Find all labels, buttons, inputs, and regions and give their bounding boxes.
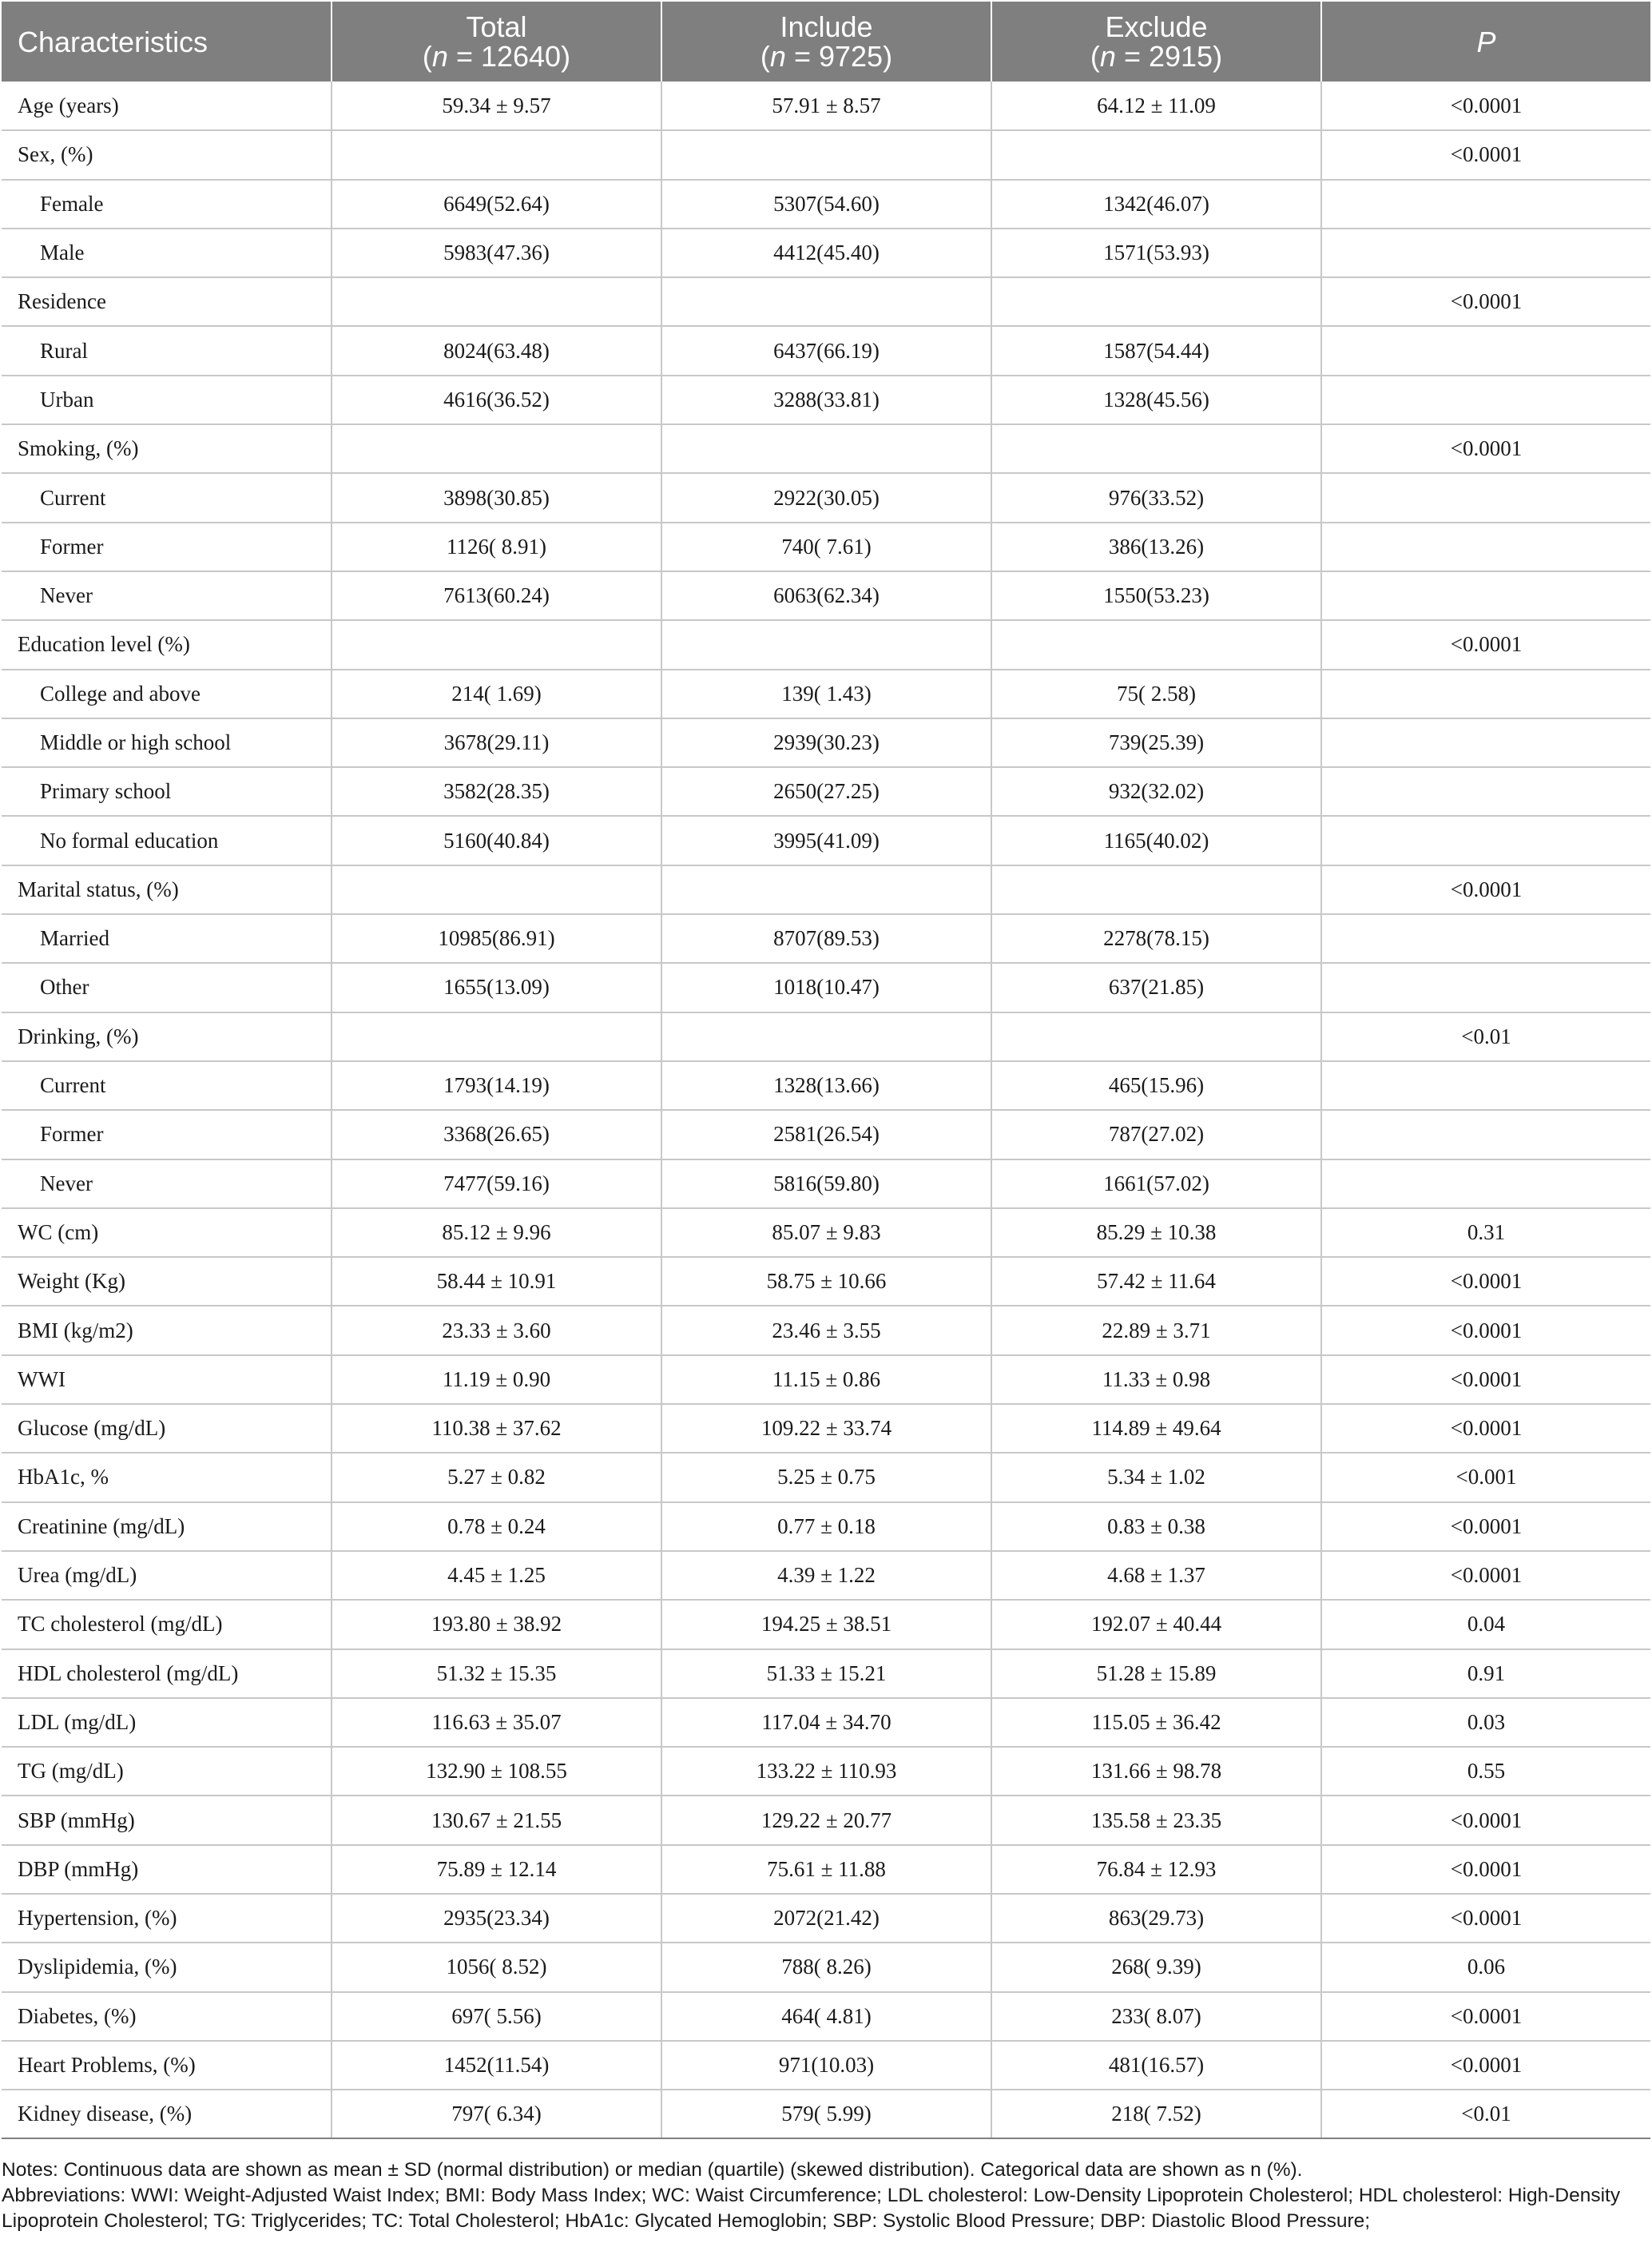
exclude-cell: 637(21.85)	[991, 963, 1321, 1012]
row-label: Diabetes, (%)	[2, 1992, 332, 2041]
p-value-cell	[1321, 1159, 1650, 1208]
total-cell: 0.78 ± 0.24	[332, 1502, 661, 1551]
total-cell: 6649(52.64)	[332, 180, 661, 229]
include-cell: 58.75 ± 10.66	[661, 1257, 991, 1306]
exclude-cell: 114.89 ± 49.64	[991, 1404, 1321, 1453]
total-cell: 58.44 ± 10.91	[332, 1257, 661, 1306]
row-label: College and above	[2, 670, 332, 718]
include-cell	[661, 130, 991, 179]
p-value-cell: <0.0001	[1321, 620, 1650, 669]
exclude-cell: 1587(54.44)	[991, 326, 1321, 375]
header-include	[661, 2, 991, 82]
table-row	[2, 963, 1650, 1012]
total-cell: 5.27 ± 0.82	[332, 1453, 661, 1501]
include-cell: 5307(54.60)	[661, 180, 991, 229]
p-value-cell	[1321, 473, 1650, 522]
abbreviations-line: Abbreviations: WWI: Weight-Adjusted Waist Index; BMI: Body Mass Index; WC: Waist Circumference; LDL cholesterol: Low-Density Lipoprotein Cholesterol; HDL cholesterol: High-Density Lipoprotein Cholesterol; TG: Triglycerides; TC: Total Cholesterol; HbA1c: Glycated Hemoglobin; SBP: Systolic Blood Pressure; DBP: Diastolic Blood Pressure;	[2, 2185, 1621, 2232]
p-value-cell	[1321, 767, 1650, 816]
p-value-cell: <0.0001	[1321, 1796, 1650, 1844]
p-value-cell	[1321, 180, 1650, 229]
include-cell: 2581(26.54)	[661, 1110, 991, 1159]
table-row	[2, 473, 1650, 522]
p-value-cell	[1321, 229, 1650, 277]
p-value-cell: <0.01	[1321, 1012, 1650, 1061]
row-label: TC cholesterol (mg/dL)	[2, 1600, 332, 1649]
include-cell: 740( 7.61)	[661, 523, 991, 571]
total-cell: 4.45 ± 1.25	[332, 1551, 661, 1600]
total-cell	[332, 130, 661, 179]
p-value-cell: <0.0001	[1321, 2041, 1650, 2090]
row-label: Smoking, (%)	[2, 424, 332, 473]
table-row	[2, 1306, 1650, 1354]
table-notes	[2, 2158, 1650, 2234]
total-cell: 697( 5.56)	[332, 1992, 661, 2041]
p-value-cell: <0.0001	[1321, 82, 1650, 130]
table-body	[2, 82, 1650, 2138]
exclude-cell: 976(33.52)	[991, 473, 1321, 522]
table-row	[2, 1943, 1650, 1991]
exclude-cell: 57.42 ± 11.64	[991, 1257, 1321, 1306]
row-label: WWI	[2, 1355, 332, 1404]
row-label: HDL cholesterol (mg/dL)	[2, 1649, 332, 1698]
include-cell: 139( 1.43)	[661, 670, 991, 718]
include-cell: 51.33 ± 15.21	[661, 1649, 991, 1698]
row-label: Never	[2, 571, 332, 620]
p-value-cell: 0.06	[1321, 1943, 1650, 1991]
exclude-cell	[991, 277, 1321, 326]
p-value-cell	[1321, 816, 1650, 865]
notes-line: Notes: Continuous data are shown as mean ± SD (normal distribution) or median (quartile) (skewed distribution). Categorical data are shown as n (%).	[2, 2159, 1303, 2181]
total-cell: 214( 1.69)	[332, 670, 661, 718]
table-row	[2, 718, 1650, 767]
include-cell: 5.25 ± 0.75	[661, 1453, 991, 1501]
table-row	[2, 2041, 1650, 2090]
include-cell: 4.39 ± 1.22	[661, 1551, 991, 1600]
exclude-cell: 0.83 ± 0.38	[991, 1502, 1321, 1551]
row-label: DBP (mmHg)	[2, 1845, 332, 1894]
include-cell: 129.22 ± 20.77	[661, 1796, 991, 1844]
exclude-cell: 787(27.02)	[991, 1110, 1321, 1159]
exclude-cell: 1328(45.56)	[991, 376, 1321, 424]
total-cell: 193.80 ± 38.92	[332, 1600, 661, 1649]
row-label: Middle or high school	[2, 718, 332, 767]
total-cell: 85.12 ± 9.96	[332, 1208, 661, 1257]
row-label: Weight (Kg)	[2, 1257, 332, 1306]
row-label: No formal education	[2, 816, 332, 865]
row-label: LDL (mg/dL)	[2, 1698, 332, 1747]
exclude-cell: 863(29.73)	[991, 1894, 1321, 1943]
row-label: Kidney disease, (%)	[2, 2090, 332, 2138]
row-label: Urban	[2, 376, 332, 424]
include-cell: 2922(30.05)	[661, 473, 991, 522]
p-value-cell: <0.0001	[1321, 424, 1650, 473]
row-label: Glucose (mg/dL)	[2, 1404, 332, 1453]
p-value-cell	[1321, 326, 1650, 375]
header-characteristics: Characteristics	[2, 2, 332, 82]
include-cell: 133.22 ± 110.93	[661, 1747, 991, 1796]
total-cell: 1126( 8.91)	[332, 523, 661, 571]
table-row	[2, 1061, 1650, 1110]
header-total-n: (n = 12640)	[422, 40, 571, 73]
p-value-cell	[1321, 571, 1650, 620]
row-label: WC (cm)	[2, 1208, 332, 1257]
include-cell	[661, 1012, 991, 1061]
table-row	[2, 1796, 1650, 1844]
include-cell: 8707(89.53)	[661, 914, 991, 963]
row-label: Hypertension, (%)	[2, 1894, 332, 1943]
include-cell: 2939(30.23)	[661, 718, 991, 767]
row-label: Primary school	[2, 767, 332, 816]
row-label: Current	[2, 473, 332, 522]
table-row	[2, 571, 1650, 620]
p-value-cell: <0.0001	[1321, 1992, 1650, 2041]
total-cell: 5160(40.84)	[332, 816, 661, 865]
exclude-cell: 5.34 ± 1.02	[991, 1453, 1321, 1501]
characteristics-table	[2, 2, 1650, 2139]
exclude-cell: 51.28 ± 15.89	[991, 1649, 1321, 1698]
exclude-cell: 192.07 ± 40.44	[991, 1600, 1321, 1649]
table-row	[2, 1845, 1650, 1894]
exclude-cell: 1661(57.02)	[991, 1159, 1321, 1208]
table-row	[2, 82, 1650, 130]
table-row	[2, 376, 1650, 424]
include-cell: 971(10.03)	[661, 2041, 991, 2090]
total-cell: 75.89 ± 12.14	[332, 1845, 661, 1894]
row-label: Drinking, (%)	[2, 1012, 332, 1061]
total-cell: 51.32 ± 15.35	[332, 1649, 661, 1698]
row-label: Residence	[2, 277, 332, 326]
exclude-cell: 75( 2.58)	[991, 670, 1321, 718]
total-cell: 3582(28.35)	[332, 767, 661, 816]
total-cell: 1793(14.19)	[332, 1061, 661, 1110]
table-row	[2, 1600, 1650, 1649]
include-cell: 57.91 ± 8.57	[661, 82, 991, 130]
exclude-cell: 1571(53.93)	[991, 229, 1321, 277]
table-row	[2, 424, 1650, 473]
include-cell: 464( 4.81)	[661, 1992, 991, 2041]
p-value-cell: 0.91	[1321, 1649, 1650, 1698]
table-row	[2, 1208, 1650, 1257]
exclude-cell: 386(13.26)	[991, 523, 1321, 571]
row-label: Age (years)	[2, 82, 332, 130]
exclude-cell: 233( 8.07)	[991, 1992, 1321, 2041]
total-cell: 59.34 ± 9.57	[332, 82, 661, 130]
table-row	[2, 1404, 1650, 1453]
exclude-cell: 115.05 ± 36.42	[991, 1698, 1321, 1747]
table-row	[2, 816, 1650, 865]
p-value-cell: <0.0001	[1321, 130, 1650, 179]
row-label: Never	[2, 1159, 332, 1208]
include-cell: 6063(62.34)	[661, 571, 991, 620]
total-cell	[332, 865, 661, 914]
exclude-cell: 11.33 ± 0.98	[991, 1355, 1321, 1404]
exclude-cell: 2278(78.15)	[991, 914, 1321, 963]
row-label: Male	[2, 229, 332, 277]
exclude-cell: 64.12 ± 11.09	[991, 82, 1321, 130]
include-cell: 75.61 ± 11.88	[661, 1845, 991, 1894]
p-value-cell: 0.55	[1321, 1747, 1650, 1796]
p-value-cell: <0.0001	[1321, 865, 1650, 914]
table-row	[2, 180, 1650, 229]
exclude-cell: 4.68 ± 1.37	[991, 1551, 1321, 1600]
total-cell: 1056( 8.52)	[332, 1943, 661, 1991]
total-cell: 797( 6.34)	[332, 2090, 661, 2138]
total-cell: 7613(60.24)	[332, 571, 661, 620]
row-label: Marital status, (%)	[2, 865, 332, 914]
p-value-cell: <0.001	[1321, 1453, 1650, 1501]
row-label: Urea (mg/dL)	[2, 1551, 332, 1600]
exclude-cell: 739(25.39)	[991, 718, 1321, 767]
total-cell	[332, 1012, 661, 1061]
exclude-cell: 481(16.57)	[991, 2041, 1321, 2090]
total-cell	[332, 277, 661, 326]
header-exclude-n: (n = 2915)	[1090, 40, 1223, 73]
header-exclude	[991, 2, 1321, 82]
table-row	[2, 277, 1650, 326]
header-total-label: Total	[466, 10, 527, 43]
exclude-cell: 76.84 ± 12.93	[991, 1845, 1321, 1894]
include-cell: 23.46 ± 3.55	[661, 1306, 991, 1354]
table-row	[2, 865, 1650, 914]
include-cell: 1328(13.66)	[661, 1061, 991, 1110]
table-row	[2, 767, 1650, 816]
table-row	[2, 1012, 1650, 1061]
header-include-n: (n = 9725)	[760, 40, 893, 73]
include-cell: 194.25 ± 38.51	[661, 1600, 991, 1649]
row-label: Other	[2, 963, 332, 1012]
total-cell	[332, 424, 661, 473]
p-value-cell	[1321, 670, 1650, 718]
p-value-cell	[1321, 914, 1650, 963]
p-value-cell	[1321, 718, 1650, 767]
row-label: Female	[2, 180, 332, 229]
include-cell	[661, 620, 991, 669]
p-value-cell: 0.31	[1321, 1208, 1650, 1257]
include-cell: 117.04 ± 34.70	[661, 1698, 991, 1747]
table-row	[2, 523, 1650, 571]
row-label: Rural	[2, 326, 332, 375]
p-value-cell	[1321, 376, 1650, 424]
table-row	[2, 229, 1650, 277]
exclude-cell: 268( 9.39)	[991, 1943, 1321, 1991]
include-cell: 788( 8.26)	[661, 1943, 991, 1991]
exclude-cell: 135.58 ± 23.35	[991, 1796, 1321, 1844]
table-header	[2, 2, 1650, 82]
table-row	[2, 1453, 1650, 1501]
include-cell: 109.22 ± 33.74	[661, 1404, 991, 1453]
p-value-cell: <0.0001	[1321, 1551, 1650, 1600]
table-row	[2, 326, 1650, 375]
include-cell	[661, 865, 991, 914]
total-cell: 2935(23.34)	[332, 1894, 661, 1943]
p-value-cell	[1321, 1061, 1650, 1110]
table-row	[2, 1698, 1650, 1747]
p-value-cell: <0.01	[1321, 2090, 1650, 2138]
include-cell: 3288(33.81)	[661, 376, 991, 424]
table-row	[2, 1502, 1650, 1551]
p-value-cell: 0.04	[1321, 1600, 1650, 1649]
row-label: Heart Problems, (%)	[2, 2041, 332, 2090]
p-value-cell	[1321, 523, 1650, 571]
p-value-cell: <0.0001	[1321, 1404, 1650, 1453]
row-label: Sex, (%)	[2, 130, 332, 179]
row-label: Former	[2, 1110, 332, 1159]
p-value-cell	[1321, 1110, 1650, 1159]
total-cell: 116.63 ± 35.07	[332, 1698, 661, 1747]
total-cell: 130.67 ± 21.55	[332, 1796, 661, 1844]
include-cell: 579( 5.99)	[661, 2090, 991, 2138]
exclude-cell: 85.29 ± 10.38	[991, 1208, 1321, 1257]
exclude-cell: 1550(53.23)	[991, 571, 1321, 620]
table-row	[2, 1257, 1650, 1306]
table-row	[2, 130, 1650, 179]
row-label: Married	[2, 914, 332, 963]
table-row	[2, 1355, 1650, 1404]
include-cell: 85.07 ± 9.83	[661, 1208, 991, 1257]
exclude-cell: 131.66 ± 98.78	[991, 1747, 1321, 1796]
exclude-cell: 932(32.02)	[991, 767, 1321, 816]
table-row	[2, 914, 1650, 963]
total-cell: 23.33 ± 3.60	[332, 1306, 661, 1354]
p-value-cell: <0.0001	[1321, 1257, 1650, 1306]
total-cell: 110.38 ± 37.62	[332, 1404, 661, 1453]
row-label: SBP (mmHg)	[2, 1796, 332, 1844]
exclude-cell: 218( 7.52)	[991, 2090, 1321, 2138]
row-label: Current	[2, 1061, 332, 1110]
include-cell: 11.15 ± 0.86	[661, 1355, 991, 1404]
table-row	[2, 2090, 1650, 2138]
p-value-cell: <0.0001	[1321, 277, 1650, 326]
p-value-cell	[1321, 963, 1650, 1012]
include-cell: 4412(45.40)	[661, 229, 991, 277]
table-row	[2, 1747, 1650, 1796]
exclude-cell	[991, 130, 1321, 179]
table-row	[2, 1992, 1650, 2041]
p-value-cell: <0.0001	[1321, 1894, 1650, 1943]
total-cell: 4616(36.52)	[332, 376, 661, 424]
table-row	[2, 620, 1650, 669]
total-cell: 1655(13.09)	[332, 963, 661, 1012]
p-value-cell: <0.0001	[1321, 1306, 1650, 1354]
exclude-cell	[991, 865, 1321, 914]
total-cell: 5983(47.36)	[332, 229, 661, 277]
include-cell: 3995(41.09)	[661, 816, 991, 865]
include-cell: 6437(66.19)	[661, 326, 991, 375]
total-cell	[332, 620, 661, 669]
p-value-cell: <0.0001	[1321, 1845, 1650, 1894]
table-row	[2, 1110, 1650, 1159]
total-cell: 3678(29.11)	[332, 718, 661, 767]
row-label: Creatinine (mg/dL)	[2, 1502, 332, 1551]
table-row	[2, 670, 1650, 718]
include-cell: 2650(27.25)	[661, 767, 991, 816]
table-row	[2, 1159, 1650, 1208]
header-p: P	[1321, 2, 1650, 82]
row-label: HbA1c, %	[2, 1453, 332, 1501]
table-row	[2, 1649, 1650, 1698]
include-cell: 2072(21.42)	[661, 1894, 991, 1943]
exclude-cell	[991, 424, 1321, 473]
total-cell: 11.19 ± 0.90	[332, 1355, 661, 1404]
include-cell: 5816(59.80)	[661, 1159, 991, 1208]
header-include-label: Include	[780, 10, 873, 43]
include-cell	[661, 424, 991, 473]
exclude-cell	[991, 1012, 1321, 1061]
exclude-cell: 1342(46.07)	[991, 180, 1321, 229]
table-row	[2, 1894, 1650, 1943]
include-cell	[661, 277, 991, 326]
total-cell: 3898(30.85)	[332, 473, 661, 522]
include-cell: 1018(10.47)	[661, 963, 991, 1012]
total-cell: 3368(26.65)	[332, 1110, 661, 1159]
table-row	[2, 1551, 1650, 1600]
exclude-cell: 465(15.96)	[991, 1061, 1321, 1110]
p-value-cell: 0.03	[1321, 1698, 1650, 1747]
total-cell: 7477(59.16)	[332, 1159, 661, 1208]
include-cell: 0.77 ± 0.18	[661, 1502, 991, 1551]
row-label: TG (mg/dL)	[2, 1747, 332, 1796]
row-label: BMI (kg/m2)	[2, 1306, 332, 1354]
header-total	[332, 2, 661, 82]
p-value-cell: <0.0001	[1321, 1502, 1650, 1551]
p-value-cell: <0.0001	[1321, 1355, 1650, 1404]
exclude-cell: 22.89 ± 3.71	[991, 1306, 1321, 1354]
total-cell: 132.90 ± 108.55	[332, 1747, 661, 1796]
total-cell: 10985(86.91)	[332, 914, 661, 963]
row-label: Former	[2, 523, 332, 571]
total-cell: 1452(11.54)	[332, 2041, 661, 2090]
header-exclude-label: Exclude	[1105, 10, 1208, 43]
row-label: Education level (%)	[2, 620, 332, 669]
exclude-cell	[991, 620, 1321, 669]
exclude-cell: 1165(40.02)	[991, 816, 1321, 865]
row-label: Dyslipidemia, (%)	[2, 1943, 332, 1991]
total-cell: 8024(63.48)	[332, 326, 661, 375]
